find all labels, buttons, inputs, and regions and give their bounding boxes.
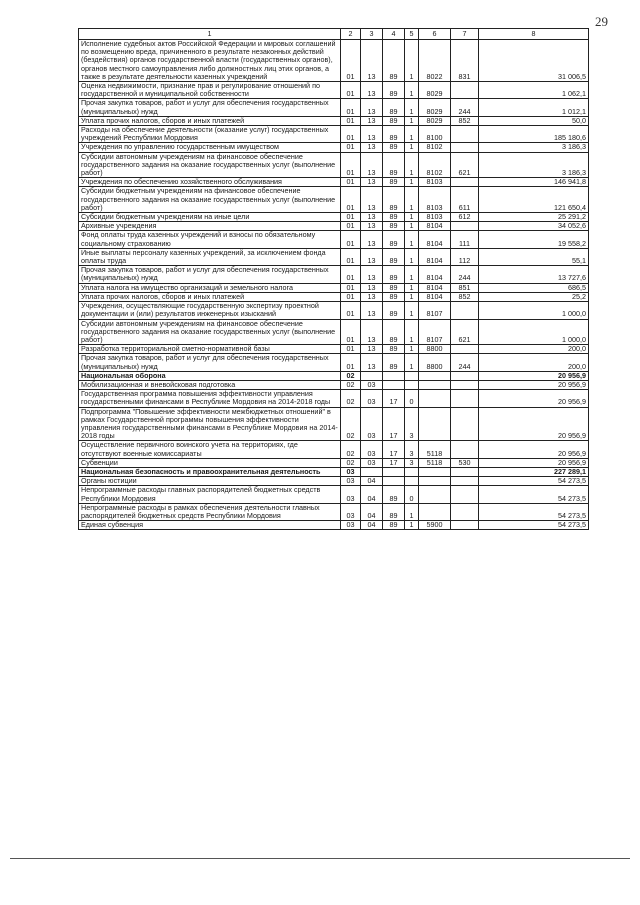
expense-type-code-cell: 611 — [451, 187, 479, 213]
subprogram-code-cell: 1 — [405, 354, 419, 371]
program-code-cell: 89 — [383, 99, 405, 116]
program-code-cell: 89 — [383, 187, 405, 213]
direction-code-cell: 8103 — [419, 187, 451, 213]
amount-cell: 50,0 — [479, 116, 589, 125]
section-code-cell: 01 — [341, 354, 361, 371]
program-code-cell: 89 — [383, 82, 405, 99]
amount-cell: 20 956,9 — [479, 407, 589, 441]
direction-code-cell: 8104 — [419, 231, 451, 248]
table-row — [79, 354, 589, 371]
row-name-cell: Уплата налога на имущество организаций и земельного налога — [79, 283, 341, 292]
program-code-cell: 89 — [383, 302, 405, 319]
row-name-cell: Уплата прочих налогов, сборов и иных платежей — [79, 292, 341, 301]
row-name-cell: Субсидии автономным учреждениям на финансовое обеспечение государственного задания на оказание государственных услуг (выполнение работ) — [79, 152, 341, 178]
expense-type-code-cell: 621 — [451, 319, 479, 345]
section-code-cell: 03 — [341, 503, 361, 520]
expense-type-code-cell: 851 — [451, 283, 479, 292]
expense-type-code-cell — [451, 380, 479, 389]
program-code-cell: 89 — [383, 266, 405, 283]
row-name-cell: Учреждения по управлению государственным имуществом — [79, 143, 341, 152]
subsection-code-cell: 04 — [361, 521, 383, 530]
expense-type-code-cell — [451, 126, 479, 143]
row-name-cell: Субсидии автономным учреждениям на финансовое обеспечение государственного задания на оказание государственных услуг (выполнение работ) — [79, 319, 341, 345]
subsection-code-cell: 13 — [361, 266, 383, 283]
section-code-cell: 01 — [341, 319, 361, 345]
direction-code-cell: 8104 — [419, 222, 451, 231]
table-header-row — [79, 29, 589, 40]
section-code-cell: 02 — [341, 458, 361, 467]
direction-code-cell: 8104 — [419, 266, 451, 283]
row-name-cell: Расходы на обеспечение деятельности (оказание услуг) государственных учреждений Республики Мордовия — [79, 126, 341, 143]
subprogram-code-cell: 1 — [405, 222, 419, 231]
amount-cell: 1 000,0 — [479, 319, 589, 345]
subprogram-code-cell — [405, 371, 419, 380]
column-header: 4 — [383, 29, 405, 40]
program-code-cell: 89 — [383, 222, 405, 231]
subsection-code-cell: 13 — [361, 302, 383, 319]
subsection-code-cell: 13 — [361, 99, 383, 116]
row-name-cell: Учреждения по обеспечению хозяйственного обслуживания — [79, 178, 341, 187]
section-code-cell: 02 — [341, 371, 361, 380]
amount-cell: 20 956,9 — [479, 380, 589, 389]
direction-code-cell: 8029 — [419, 99, 451, 116]
program-code-cell — [383, 477, 405, 486]
row-name-cell: Фонд оплаты труда казенных учреждений и взносы по обязательному социальному страхованию — [79, 231, 341, 248]
expense-type-code-cell: 612 — [451, 213, 479, 222]
table-row — [79, 503, 589, 520]
section-code-cell: 01 — [341, 178, 361, 187]
amount-cell: 31 006,5 — [479, 40, 589, 82]
subsection-code-cell: 03 — [361, 441, 383, 458]
row-name-cell: Разработка территориальной сметно-нормативной базы — [79, 345, 341, 354]
amount-cell: 54 273,5 — [479, 477, 589, 486]
direction-code-cell: 8029 — [419, 82, 451, 99]
section-code-cell: 01 — [341, 143, 361, 152]
table-row — [79, 521, 589, 530]
program-code-cell — [383, 371, 405, 380]
program-code-cell: 89 — [383, 292, 405, 301]
direction-code-cell: 8102 — [419, 143, 451, 152]
amount-cell: 200,0 — [479, 345, 589, 354]
row-name-cell: Уплата прочих налогов, сборов и иных платежей — [79, 116, 341, 125]
program-code-cell: 89 — [383, 345, 405, 354]
program-code-cell: 89 — [383, 319, 405, 345]
expense-type-code-cell: 244 — [451, 266, 479, 283]
direction-code-cell: 8029 — [419, 116, 451, 125]
row-name-cell: Подпрограмма "Повышение эффективности межбюджетных отношений" в рамках Государственной программы повышения эффективности управления государственными финансами в Республике Мордовия на 2014-2018 годы — [79, 407, 341, 441]
amount-cell: 54 273,5 — [479, 486, 589, 503]
section-code-cell: 01 — [341, 266, 361, 283]
amount-cell: 25,2 — [479, 292, 589, 301]
program-code-cell: 89 — [383, 178, 405, 187]
subprogram-code-cell — [405, 380, 419, 389]
amount-cell: 34 052,6 — [479, 222, 589, 231]
amount-cell: 25 291,2 — [479, 213, 589, 222]
expense-type-code-cell — [451, 143, 479, 152]
program-code-cell: 17 — [383, 458, 405, 467]
row-name-cell: Архивные учреждения — [79, 222, 341, 231]
section-code-cell: 02 — [341, 390, 361, 407]
table-row — [79, 126, 589, 143]
row-name-cell: Прочая закупка товаров, работ и услуг для обеспечения государственных (муниципальных) нужд — [79, 99, 341, 116]
direction-code-cell — [419, 477, 451, 486]
direction-code-cell: 8104 — [419, 283, 451, 292]
row-name-cell: Исполнение судебных актов Российской Федерации и мировых соглашений по возмещению вреда, причиненного в результате незаконных действий (бездействия) органов государственной власти (государственных органов), органов местного самоуправления либо должностных лиц этих органов, а также в результате деятельности казенных учреждений — [79, 40, 341, 82]
subprogram-code-cell: 1 — [405, 178, 419, 187]
section-code-cell: 01 — [341, 222, 361, 231]
table-row — [79, 441, 589, 458]
amount-cell: 146 941,8 — [479, 178, 589, 187]
row-name-cell: Непрограммные расходы главных распорядителей бюджетных средств Республики Мордовия — [79, 486, 341, 503]
section-code-cell: 01 — [341, 292, 361, 301]
expense-type-code-cell — [451, 407, 479, 441]
column-header: 3 — [361, 29, 383, 40]
program-code-cell: 89 — [383, 486, 405, 503]
section-code-cell: 01 — [341, 82, 361, 99]
page-number: 29 — [595, 14, 608, 29]
subprogram-code-cell: 1 — [405, 99, 419, 116]
section-code-cell: 01 — [341, 213, 361, 222]
amount-cell: 1 062,1 — [479, 82, 589, 99]
row-name-cell: Субсидии бюджетным учреждениям на финансовое обеспечение государственного задания на оказание государственных услуг (выполнение работ) — [79, 187, 341, 213]
subprogram-code-cell: 1 — [405, 116, 419, 125]
section-code-cell: 01 — [341, 345, 361, 354]
row-name-cell: Национальная оборона — [79, 371, 341, 380]
subsection-code-cell: 13 — [361, 283, 383, 292]
section-code-cell: 01 — [341, 99, 361, 116]
subsection-code-cell: 04 — [361, 503, 383, 520]
subprogram-code-cell: 1 — [405, 292, 419, 301]
program-code-cell: 89 — [383, 231, 405, 248]
subprogram-code-cell: 1 — [405, 82, 419, 99]
subsection-code-cell: 03 — [361, 390, 383, 407]
row-name-cell: Учреждения, осуществляющие государственную экспертизу проектной документации и (или) результатов инженерных изысканий — [79, 302, 341, 319]
subsection-code-cell: 13 — [361, 126, 383, 143]
program-code-cell: 89 — [383, 213, 405, 222]
subsection-code-cell: 04 — [361, 477, 383, 486]
row-name-cell: Оценка недвижимости, признание прав и регулирование отношений по государственной и муниципальной собственности — [79, 82, 341, 99]
section-code-cell: 03 — [341, 521, 361, 530]
row-name-cell: Непрограммные расходы в рамках обеспечения деятельности главных распорядителей бюджетных средств Республики Мордовия — [79, 503, 341, 520]
table-row — [79, 82, 589, 99]
section-code-cell: 01 — [341, 152, 361, 178]
direction-code-cell: 8800 — [419, 345, 451, 354]
program-code-cell: 89 — [383, 503, 405, 520]
table-row — [79, 283, 589, 292]
subprogram-code-cell: 1 — [405, 126, 419, 143]
section-code-cell: 03 — [341, 477, 361, 486]
section-code-cell: 01 — [341, 40, 361, 82]
subsection-code-cell: 03 — [361, 458, 383, 467]
program-code-cell: 89 — [383, 116, 405, 125]
subprogram-code-cell: 1 — [405, 283, 419, 292]
expense-type-code-cell — [451, 486, 479, 503]
direction-code-cell: 5118 — [419, 458, 451, 467]
direction-code-cell: 5900 — [419, 521, 451, 530]
subprogram-code-cell: 1 — [405, 248, 419, 265]
direction-code-cell: 8100 — [419, 126, 451, 143]
expense-type-code-cell — [451, 371, 479, 380]
direction-code-cell: 8103 — [419, 178, 451, 187]
amount-cell: 20 956,9 — [479, 441, 589, 458]
direction-code-cell — [419, 371, 451, 380]
page-bottom-rule — [10, 858, 630, 859]
expense-type-code-cell: 852 — [451, 116, 479, 125]
subsection-code-cell: 13 — [361, 40, 383, 82]
expense-type-code-cell: 111 — [451, 231, 479, 248]
subsection-code-cell: 13 — [361, 345, 383, 354]
row-name-cell: Государственная программа повышения эффективности управления государственными финансами в Республике Мордовия на 2014-2018 годы — [79, 390, 341, 407]
table-row — [79, 248, 589, 265]
expense-type-code-cell: 112 — [451, 248, 479, 265]
budget-table — [78, 28, 589, 530]
section-code-cell: 01 — [341, 248, 361, 265]
subsection-code-cell: 13 — [361, 187, 383, 213]
amount-cell: 54 273,5 — [479, 503, 589, 520]
subprogram-code-cell: 1 — [405, 266, 419, 283]
column-header: 6 — [419, 29, 451, 40]
program-code-cell: 17 — [383, 390, 405, 407]
direction-code-cell — [419, 390, 451, 407]
table-row — [79, 407, 589, 441]
table-body — [79, 40, 589, 530]
amount-cell: 3 186,3 — [479, 143, 589, 152]
amount-cell: 1 000,0 — [479, 302, 589, 319]
program-code-cell — [383, 467, 405, 476]
program-code-cell — [383, 380, 405, 389]
subsection-code-cell: 13 — [361, 248, 383, 265]
direction-code-cell: 5118 — [419, 441, 451, 458]
amount-cell: 19 558,2 — [479, 231, 589, 248]
column-header: 8 — [479, 29, 589, 40]
section-code-cell: 01 — [341, 116, 361, 125]
program-code-cell: 17 — [383, 441, 405, 458]
subprogram-code-cell: 3 — [405, 407, 419, 441]
section-code-cell: 01 — [341, 231, 361, 248]
direction-code-cell: 8107 — [419, 319, 451, 345]
table-row — [79, 187, 589, 213]
row-name-cell: Субсидии бюджетным учреждениям на иные цели — [79, 213, 341, 222]
direction-code-cell: 8107 — [419, 302, 451, 319]
row-name-cell: Субвенции — [79, 458, 341, 467]
expense-type-code-cell: 244 — [451, 99, 479, 116]
direction-code-cell: 8102 — [419, 152, 451, 178]
direction-code-cell: 8103 — [419, 213, 451, 222]
subprogram-code-cell — [405, 467, 419, 476]
amount-cell: 20 956,9 — [479, 371, 589, 380]
row-name-cell: Прочая закупка товаров, работ и услуг для обеспечения государственных (муниципальных) нужд — [79, 266, 341, 283]
subprogram-code-cell: 1 — [405, 319, 419, 345]
subprogram-code-cell: 1 — [405, 152, 419, 178]
expense-type-code-cell — [451, 345, 479, 354]
subprogram-code-cell: 1 — [405, 213, 419, 222]
table-row — [79, 231, 589, 248]
amount-cell: 54 273,5 — [479, 521, 589, 530]
section-code-cell: 03 — [341, 467, 361, 476]
program-code-cell: 89 — [383, 152, 405, 178]
subsection-code-cell: 13 — [361, 143, 383, 152]
table-row — [79, 40, 589, 82]
subsection-code-cell: 13 — [361, 354, 383, 371]
subsection-code-cell: 03 — [361, 407, 383, 441]
section-code-cell: 01 — [341, 283, 361, 292]
row-name-cell: Единая субвенция — [79, 521, 341, 530]
subprogram-code-cell: 1 — [405, 40, 419, 82]
table-row — [79, 266, 589, 283]
direction-code-cell — [419, 407, 451, 441]
program-code-cell: 89 — [383, 283, 405, 292]
amount-cell: 121 650,4 — [479, 187, 589, 213]
table-row — [79, 319, 589, 345]
expense-type-code-cell — [451, 467, 479, 476]
section-code-cell: 03 — [341, 486, 361, 503]
subprogram-code-cell: 1 — [405, 521, 419, 530]
column-header: 1 — [79, 29, 341, 40]
expense-type-code-cell — [451, 503, 479, 520]
row-name-cell: Осуществление первичного воинского учета на территориях, где отсутствуют военные комиссариаты — [79, 441, 341, 458]
expense-type-code-cell — [451, 441, 479, 458]
section-code-cell: 02 — [341, 441, 361, 458]
row-name-cell: Прочая закупка товаров, работ и услуг для обеспечения государственных (муниципальных) нужд — [79, 354, 341, 371]
amount-cell: 1 012,1 — [479, 99, 589, 116]
subprogram-code-cell: 1 — [405, 187, 419, 213]
table-row — [79, 390, 589, 407]
amount-cell: 200,0 — [479, 354, 589, 371]
subprogram-code-cell: 1 — [405, 143, 419, 152]
subsection-code-cell: 13 — [361, 319, 383, 345]
amount-cell: 55,1 — [479, 248, 589, 265]
amount-cell: 20 956,9 — [479, 458, 589, 467]
expense-type-code-cell — [451, 178, 479, 187]
expense-type-code-cell — [451, 477, 479, 486]
direction-code-cell — [419, 380, 451, 389]
expense-type-code-cell: 530 — [451, 458, 479, 467]
subsection-code-cell: 13 — [361, 213, 383, 222]
row-name-cell: Иные выплаты персоналу казенных учреждений, за исключением фонда оплаты труда — [79, 248, 341, 265]
program-code-cell: 17 — [383, 407, 405, 441]
subsection-code-cell: 13 — [361, 222, 383, 231]
program-code-cell: 89 — [383, 143, 405, 152]
section-code-cell: 02 — [341, 380, 361, 389]
subsection-code-cell: 13 — [361, 82, 383, 99]
direction-code-cell — [419, 467, 451, 476]
expense-type-code-cell — [451, 302, 479, 319]
table-row — [79, 143, 589, 152]
amount-cell: 185 180,6 — [479, 126, 589, 143]
subprogram-code-cell: 1 — [405, 302, 419, 319]
subprogram-code-cell: 1 — [405, 503, 419, 520]
amount-cell: 227 289,1 — [479, 467, 589, 476]
amount-cell: 686,5 — [479, 283, 589, 292]
expense-type-code-cell — [451, 82, 479, 99]
subprogram-code-cell — [405, 477, 419, 486]
amount-cell: 13 727,6 — [479, 266, 589, 283]
expense-type-code-cell: 831 — [451, 40, 479, 82]
subprogram-code-cell: 0 — [405, 390, 419, 407]
program-code-cell: 89 — [383, 354, 405, 371]
table-row — [79, 302, 589, 319]
amount-cell: 20 956,9 — [479, 390, 589, 407]
direction-code-cell — [419, 503, 451, 520]
direction-code-cell — [419, 486, 451, 503]
program-code-cell: 89 — [383, 126, 405, 143]
column-header: 5 — [405, 29, 419, 40]
table-row — [79, 99, 589, 116]
subsection-code-cell: 13 — [361, 116, 383, 125]
table-row — [79, 152, 589, 178]
expense-type-code-cell: 621 — [451, 152, 479, 178]
expense-type-code-cell — [451, 521, 479, 530]
subsection-code-cell: 13 — [361, 292, 383, 301]
direction-code-cell: 8022 — [419, 40, 451, 82]
section-code-cell: 01 — [341, 302, 361, 319]
table-row — [79, 486, 589, 503]
row-name-cell: Мобилизационная и вневойсковая подготовка — [79, 380, 341, 389]
row-name-cell: Национальная безопасность и правоохранительная деятельность — [79, 467, 341, 476]
subsection-code-cell: 04 — [361, 486, 383, 503]
subprogram-code-cell: 1 — [405, 231, 419, 248]
expense-type-code-cell — [451, 390, 479, 407]
column-header: 7 — [451, 29, 479, 40]
direction-code-cell: 8104 — [419, 248, 451, 265]
amount-cell: 3 186,3 — [479, 152, 589, 178]
program-code-cell: 89 — [383, 248, 405, 265]
subsection-code-cell: 13 — [361, 152, 383, 178]
expense-type-code-cell: 244 — [451, 354, 479, 371]
program-code-cell: 89 — [383, 40, 405, 82]
expense-type-code-cell: 852 — [451, 292, 479, 301]
subprogram-code-cell: 1 — [405, 345, 419, 354]
table-row — [79, 467, 589, 476]
subprogram-code-cell: 3 — [405, 441, 419, 458]
subsection-code-cell: 13 — [361, 231, 383, 248]
section-code-cell: 01 — [341, 126, 361, 143]
direction-code-cell: 8104 — [419, 292, 451, 301]
subprogram-code-cell: 3 — [405, 458, 419, 467]
section-code-cell: 01 — [341, 187, 361, 213]
program-code-cell: 89 — [383, 521, 405, 530]
subsection-code-cell: 13 — [361, 178, 383, 187]
section-code-cell: 02 — [341, 407, 361, 441]
subsection-code-cell: 03 — [361, 380, 383, 389]
row-name-cell: Органы юстиции — [79, 477, 341, 486]
expense-type-code-cell — [451, 222, 479, 231]
column-header: 2 — [341, 29, 361, 40]
subprogram-code-cell: 0 — [405, 486, 419, 503]
direction-code-cell: 8800 — [419, 354, 451, 371]
